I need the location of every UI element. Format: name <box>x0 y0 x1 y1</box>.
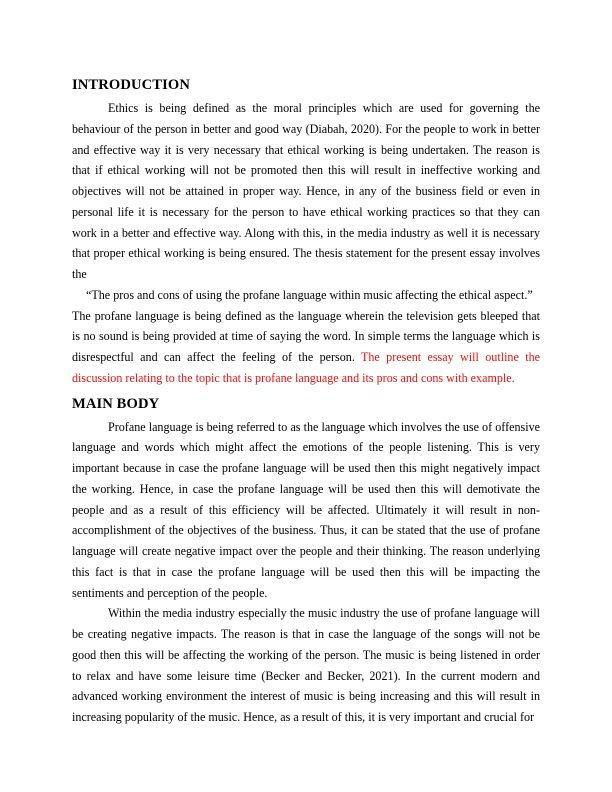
introduction-paragraph-2 <box>72 306 540 389</box>
essay-outline-highlight: The present essay will outline the discussion relating to the topic that is profane language and its pros and cons with example. <box>72 350 540 385</box>
profane-language-definition: The profane language is being defined as the language wherein the television gets bleeped that is no sound is being provided at time of saying the word. In simple terms the language which is disrespectful and can affect the feeling of the person. <box>72 308 540 364</box>
main-body-paragraph-1: Profane language is being referred to as the language which involves the use of offensive language and words which might affect the emotions of the people listening. This is very important because in case the profane language will be used then this might negatively impact the working. Hence, in case the profane language will be used then this will demotivate the people and as a result of this efficiency will be affected. Ultimately it will result in non-accomplishment of the objectives of the business. Thus, it can be stated that the use of profane language will create negative impact over the people and their thinking. The reason underlying this fact is that in case the profane language will be used then this will be impacting the sentiments and perception of the people. <box>72 419 540 600</box>
thesis-statement-quote: “The pros and cons of using the profane language within music affecting the ethical aspect.” <box>86 287 533 302</box>
main-body-heading: MAIN BODY <box>72 395 160 412</box>
introduction-paragraph: Ethics is being defined as the moral principles which are used for governing the behaviour of the person in better and good way (Diabah, 2020). For the people to work in better and effective way it is very necessary that ethical working is being undertaken. The reason is that if ethical working will not be promoted then this will result in ineffective working and objectives will not be attained in proper way. Hence, in any of the business field or even in personal life it is necessary for the person to have ethical working practices so that they can work in a better and effective way. Along with this, in the media industry as well it is necessary that proper ethical working is being ensured. The thesis statement for the present essay involves the <box>72 101 540 281</box>
introduction-heading: INTRODUCTION <box>72 77 190 93</box>
main-body-paragraph-2: Within the media industry especially the music industry the use of profane language will be creating negative impacts. The reason is that in case the language of the songs will not be good then this will be affecting the working of the person. The music is being listened in order to relax and have some leisure time (Becker and Becker, 2021). In the current modern and advanced working environment the interest of music is being increasing and this will result in increasing popularity of the music. Hence, as a result of this, it is very important and crucial for <box>72 606 540 724</box>
document-body <box>72 76 540 728</box>
